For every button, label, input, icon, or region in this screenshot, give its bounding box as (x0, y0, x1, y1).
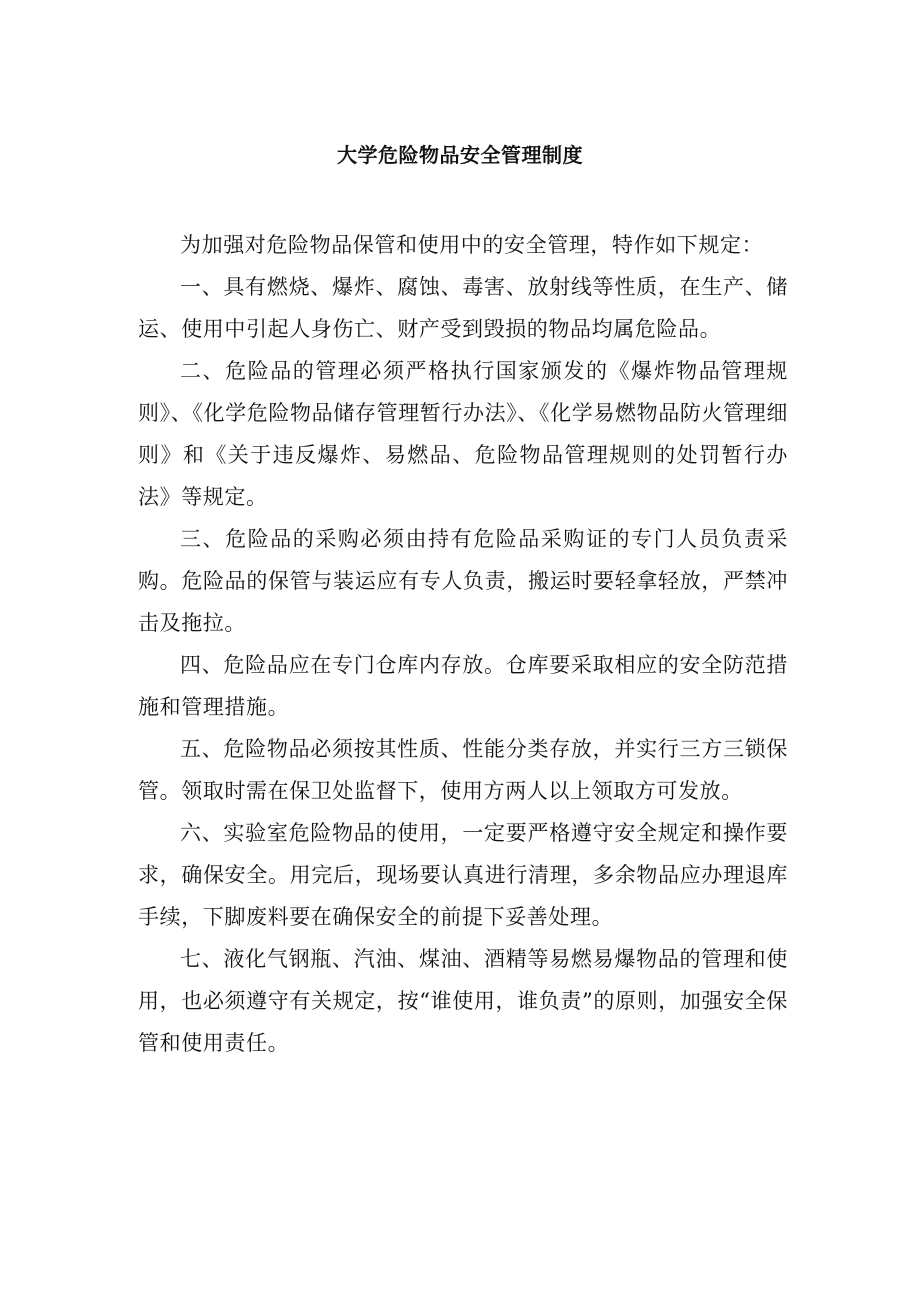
paragraph-rule-5: 五、危险物品必须按其性质、性能分类存放，并实行三方三锁保管。领取时需在保卫处监督下，使用方两人以上领取方可发放。 (138, 737, 788, 803)
paragraph-rule-7: 七、液化气钢瓶、汽油、煤油、酒精等易燃易爆物品的管理和使用，也必须遵守有关规定，按“谁使用，谁负责”的原则，加强安全保管和使用责任。 (138, 947, 788, 1055)
document-title: 大学危险物品安全管理制度 (337, 143, 583, 167)
document-body (138, 224, 788, 1064)
paragraph-rule-6: 六、实验室危险物品的使用，一定要严格遵守安全规定和操作要求，确保安全。用完后，现场要认真进行清理，多余物品应办理退库手续，下脚废料要在确保安全的前提下妥善处理。 (138, 821, 788, 929)
paragraph-intro: 为加强对危险物品保管和使用中的安全管理，特作如下规定： (180, 233, 764, 257)
paragraph-rule-2: 二、危险品的管理必须严格执行国家颁发的《爆炸物品管理规则》、《化学危险物品储存管理暂行办法》、《化学易燃物品防火管理细则》和《关于违反爆炸、易燃品、危险物品管理规则的处罚暂行办法》等规定。 (138, 359, 788, 509)
paragraph-rule-4: 四、危险品应在专门仓库内存放。仓库要采取相应的安全防范措施和管理措施。 (138, 653, 788, 719)
paragraph-rule-3: 三、危险品的采购必须由持有危险品采购证的专门人员负责采购。危险品的保管与装运应有专人负责，搬运时要轻拿轻放，严禁冲击及拖拉。 (138, 527, 788, 635)
paragraph-rule-1: 一、具有燃烧、爆炸、腐蚀、毒害、放射线等性质，在生产、储运、使用中引起人身伤亡、财产受到毁损的物品均属危险品。 (138, 275, 788, 341)
